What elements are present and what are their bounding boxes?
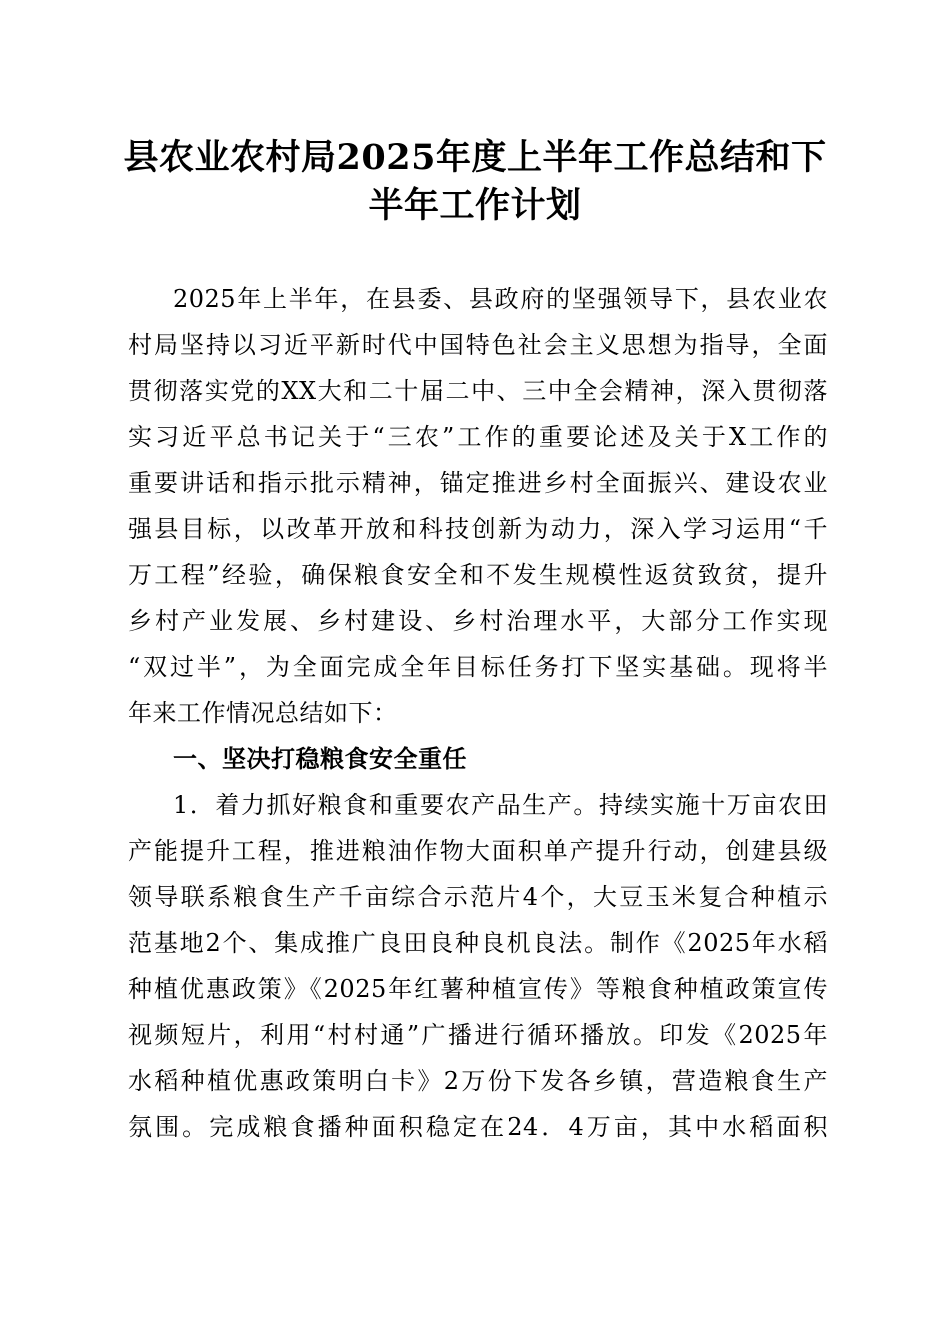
title-line-1: 县农业农村局2025年度上半年工作总结和下	[123, 137, 827, 178]
text-line: 领导联系粮食生产千亩综合示范片4个，大豆玉米复合种植示	[128, 883, 828, 911]
text-line: 1．着力抓好粮食和重要农产品生产。持续实施十万亩农田	[173, 791, 828, 819]
text-line: 范基地2个、集成推广良田良种良机良法。制作《2025年水稻	[128, 929, 828, 957]
text-line: 重要讲话和指示批示精神，锚定推进乡村全面振兴、建设农业	[128, 469, 828, 497]
document-title	[110, 134, 840, 230]
text-line: 视频短片，利用“村村通”广播进行循环播放。印发《2025年	[128, 1021, 828, 1049]
text-line: 产能提升工程，推进粮油作物大面积单产提升行动，创建县级	[128, 837, 828, 865]
text-line: 年来工作情况总结如下：	[128, 699, 398, 727]
text-line: 种植优惠政策》《2025年红薯种植宣传》等粮食种植政策宣传	[128, 975, 828, 1003]
title-line-2: 半年工作计划	[368, 185, 582, 226]
text-line: 氛围。完成粮食播种面积稳定在24．4万亩，其中水稻面积	[128, 1113, 828, 1141]
text-line: 村局坚持以习近平新时代中国特色社会主义思想为指导，全面	[128, 331, 828, 359]
section-1-paragraph	[128, 782, 828, 1150]
section-heading: 一、坚决打稳粮食安全重任	[173, 745, 467, 773]
text-line: 贯彻落实党的XX大和二十届二中、三中全会精神，深入贯彻落	[128, 377, 828, 405]
text-line: 强县目标，以改革开放和科技创新为动力，深入学习运用“千	[128, 515, 828, 543]
text-line: 2025年上半年，在县委、县政府的坚强领导下，县农业农	[173, 285, 828, 313]
text-line: 水稻种植优惠政策明白卡》2万份下发各乡镇，营造粮食生产	[128, 1067, 828, 1095]
text-line: 乡村产业发展、乡村建设、乡村治理水平，大部分工作实现	[128, 607, 828, 635]
text-line: 万工程”经验，确保粮食安全和不发生规模性返贫致贫，提升	[128, 561, 828, 589]
text-line: 实习近平总书记关于“三农”工作的重要论述及关于X工作的	[128, 423, 828, 451]
text-line: “双过半”，为全面完成全年目标任务打下坚实基础。现将半	[128, 653, 828, 681]
intro-paragraph	[128, 276, 828, 736]
document-body	[128, 276, 828, 1150]
